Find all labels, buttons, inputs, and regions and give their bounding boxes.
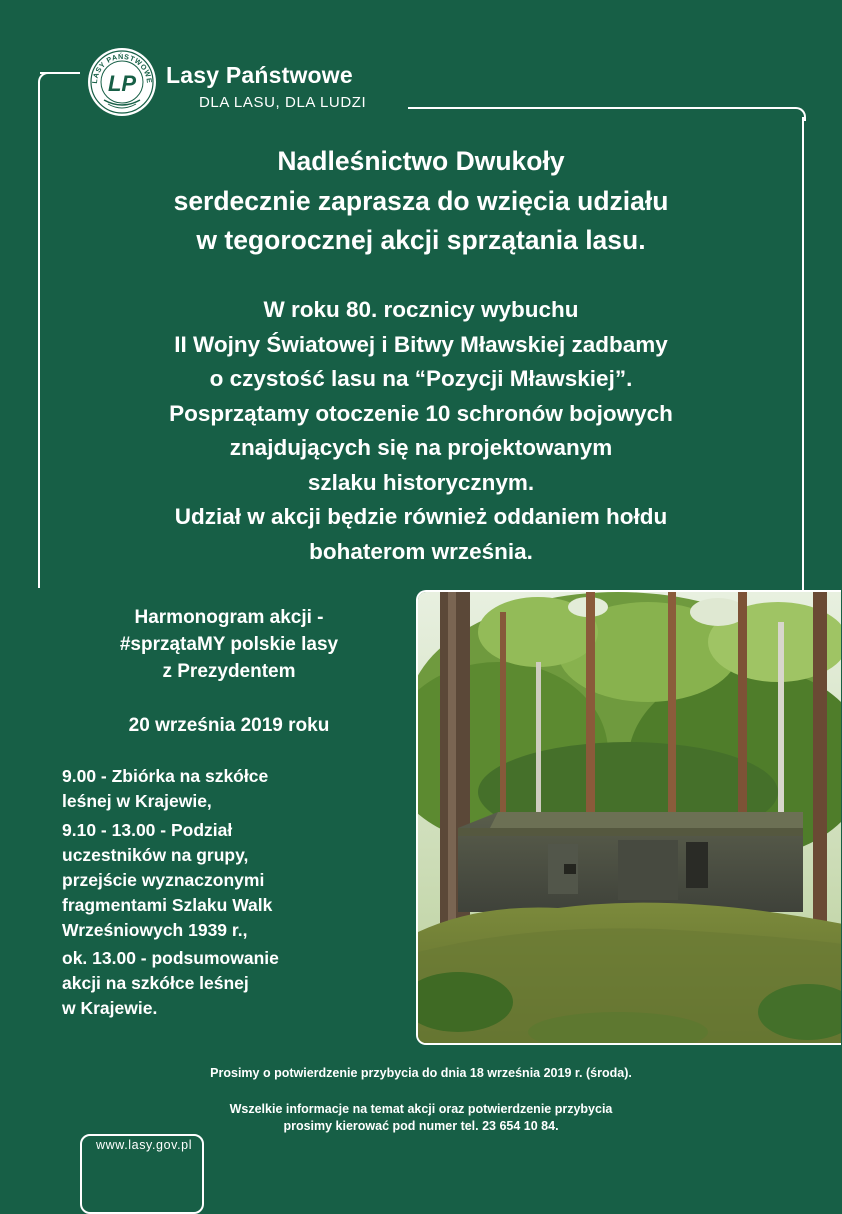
schedule-item [62,818,272,943]
body-line: szlaku historycznym. [307,469,535,495]
schedule-item-line: ok. 13.00 - podsumowanie [62,948,279,968]
body-line: II Wojny Światowej i Bitwy Mławskiej zadbamy [174,331,668,357]
schedule-item [62,946,279,1021]
schedule-item-line: 9.00 - Zbiórka na szkółce [62,766,269,786]
schedule-title-line: z Prezydentem [162,661,296,682]
schedule-item-line: akcji na szkółce leśnej [62,973,249,993]
body-line: W roku 80. rocznicy wybuchu [263,297,579,322]
body-paragraph [0,293,842,569]
schedule-item-line: fragmentami Szlaku Walk [62,895,273,915]
schedule-item-line: Wrześniowych 1939 r., [62,920,248,940]
schedule-item-line: przejście wyznaczonymi [62,870,265,890]
body-line: Posprzątamy otoczenie 10 schronów bojowych [169,400,673,426]
confirmation-note: Prosimy o potwierdzenie przybycia do dnia 18 września 2019 r. (środa). [210,1066,632,1080]
website-url[interactable]: www.lasy.gov.pl [96,1138,193,1152]
frame-corner-top-left [38,72,52,86]
schedule-item [62,764,268,814]
headline-line: w tegorocznej akcji sprzątania lasu. [196,225,646,255]
emblem-letters: LP [107,71,137,96]
bunker-photo [416,590,841,1045]
schedule-item-line: leśnej w Krajewie, [62,791,212,811]
contact-info [0,1101,842,1135]
schedule-date: 20 września 2019 roku [128,715,330,736]
brand-slogan: DLA LASU, DLA LUDZI [199,94,367,111]
lasy-panstwowe-logo [86,46,158,118]
headline [0,142,842,261]
emblem-ring-text: LASY PAŃSTWOWE [89,51,155,84]
schedule-item-line: w Krajewie. [62,998,158,1018]
contact-info-line: prosimy kierować pod numer tel. 23 654 10 84. [283,1119,559,1133]
schedule-title [84,604,374,685]
headline-line: Nadleśnictwo Dwukoły [277,146,565,176]
contact-info-line: Wszelkie informacje na temat akcji oraz potwierdzenie przybycia [229,1102,613,1116]
schedule-item-line: 9.10 - 13.00 - Podział [62,820,233,840]
frame-line-top-right [408,107,794,109]
body-line: bohaterom września. [309,538,533,564]
brand-name: Lasy Państwowe [166,62,353,88]
body-line: Udział w akcji będzie również oddaniem hołdu [174,504,668,529]
schedule-title-line: Harmonogram akcji - [134,607,324,628]
body-line: o czystość lasu na “Pozycji Mławskiej”. [209,366,633,391]
schedule-title-line: #sprzątaMY polskie lasy [119,634,339,655]
schedule-item-line: uczestników na grupy, [62,845,249,865]
body-line: znajdujących się na projektowanym [229,435,613,460]
headline-line: serdecznie zaprasza do wzięcia udziału [173,185,669,216]
